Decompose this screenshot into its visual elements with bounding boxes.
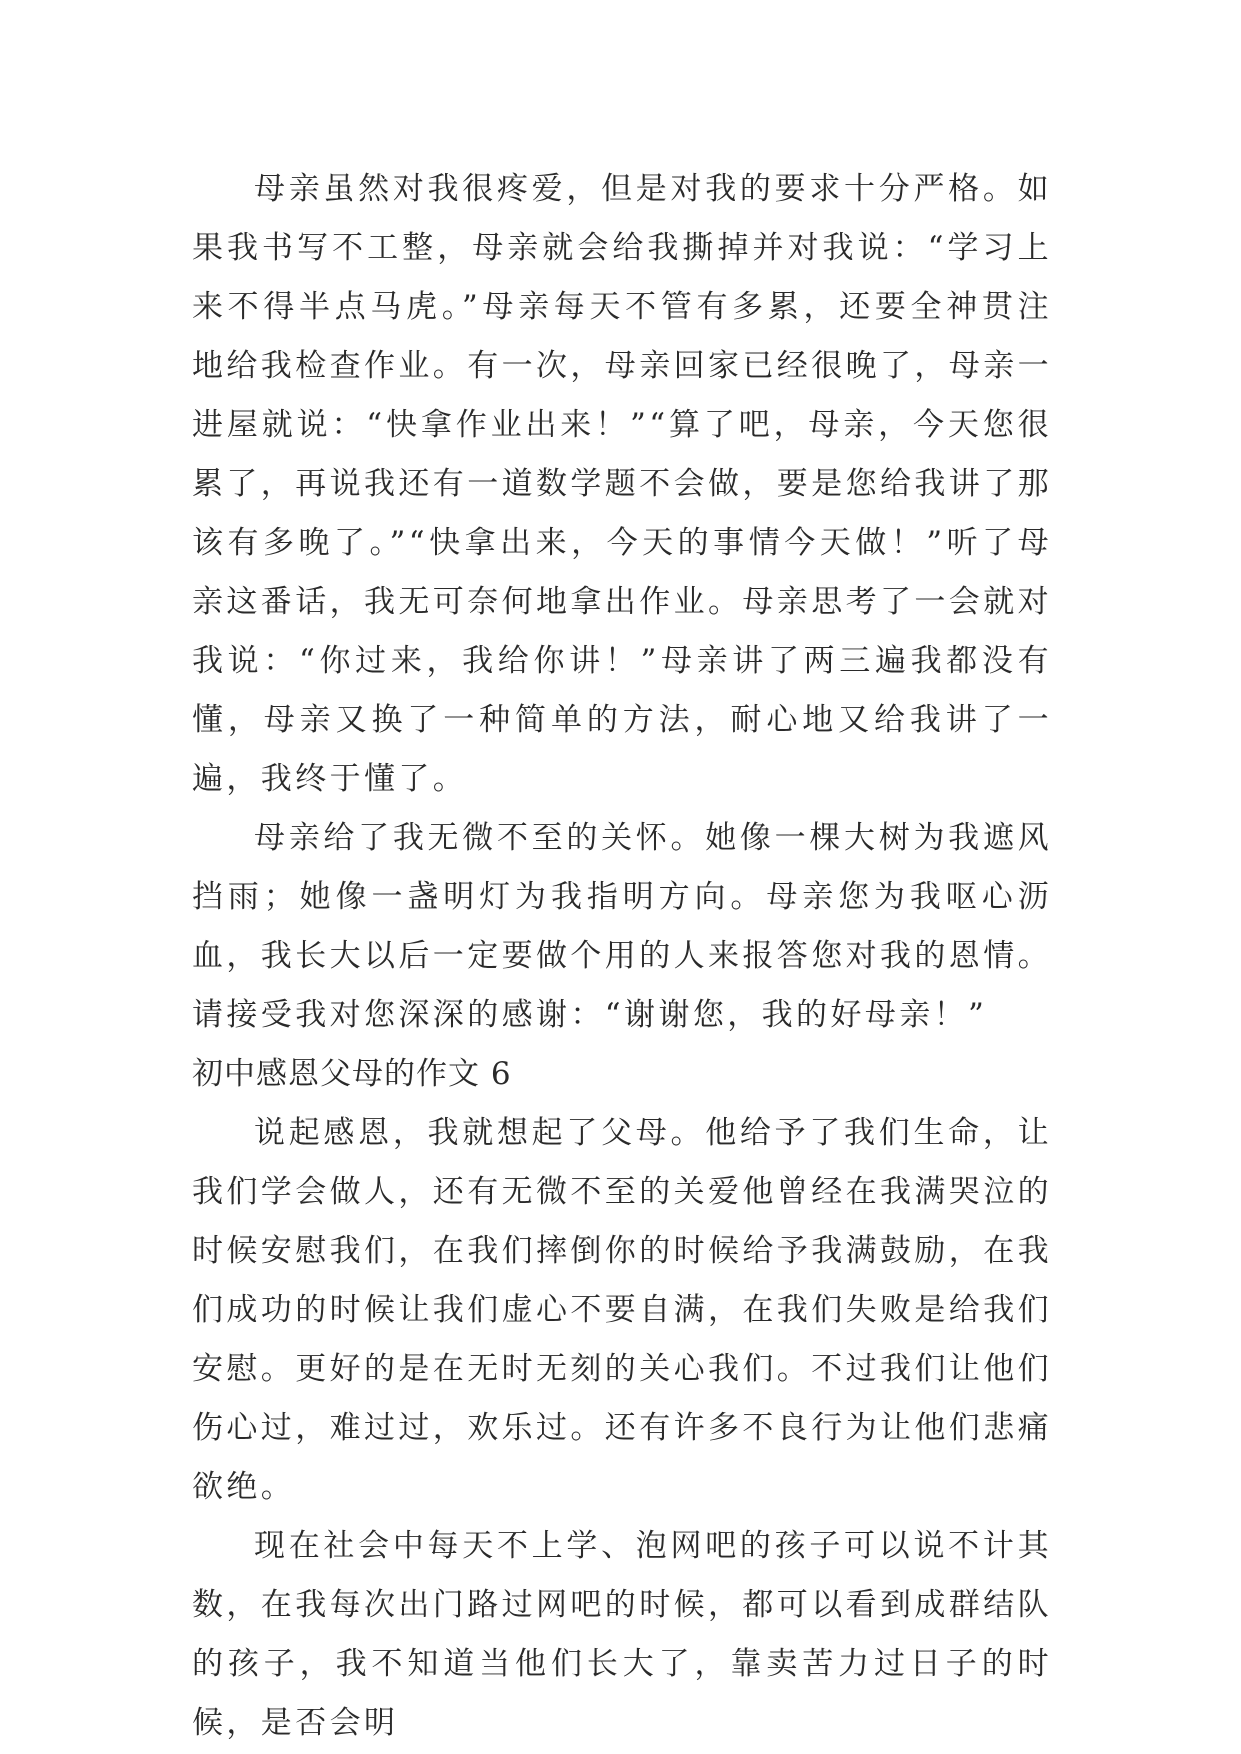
paragraph-parents: 说起感恩，我就想起了父母。他给予了我们生命，让我们学会做人，还有无微不至的关爱他曾经在我满哭泣的时候安慰我们，在我们摔倒你的时候给予我满鼓励，在我们成功的时候让我们虚心不要自满，在我们失败是给我们安慰。更好的是在无时无刻的关心我们。不过我们让他们伤心过，难过过，欢乐过。还有许多不良行为让他们悲痛欲绝。	[192, 1115, 1052, 1505]
paragraph-homework: 母亲虽然对我很疼爱，但是对我的要求十分严格。如果我书写不工整，母亲就会给我撕掉并对我说：“学习上来不得半点马虎。”母亲每天不管有多累，还要全神贯注地给我检查作业。有一次，母亲回家已经很晚了，母亲一进屋就说：“快拿作业出来！”“算了吧，母亲，今天您很累了，再说我还有一道数学题不会做，要是您给我讲了那该有多晚了。”“快拿出来，今天的事情今天做！”听了母亲这番话，我无可奈何地拿出作业。母亲思考了一会就对我说：“你过来，我给你讲！”母亲讲了两三遍我都没有懂，母亲又换了一种简单的方法，耐心地又给我讲了一遍，我终于懂了。	[192, 171, 1052, 797]
document-body	[192, 160, 1052, 1753]
section-title: 初中感恩父母的作文 6	[192, 1056, 512, 1092]
paragraph-gratitude: 母亲给了我无微不至的关怀。她像一棵大树为我遮风挡雨；她像一盏明灯为我指明方向。母亲您为我呕心沥血，我长大以后一定要做个用的人来报答您对我的恩情。请接受我对您深深的感谢：“谢谢您，我的好母亲！”	[192, 820, 1052, 1033]
paragraph-internet-cafe: 现在社会中每天不上学、泡网吧的孩子可以说不计其数，在我每次出门路过网吧的时候，都可以看到成群结队的孩子，我不知道当他们长大了，靠卖苦力过日子的时候，是否会明	[192, 1528, 1052, 1741]
